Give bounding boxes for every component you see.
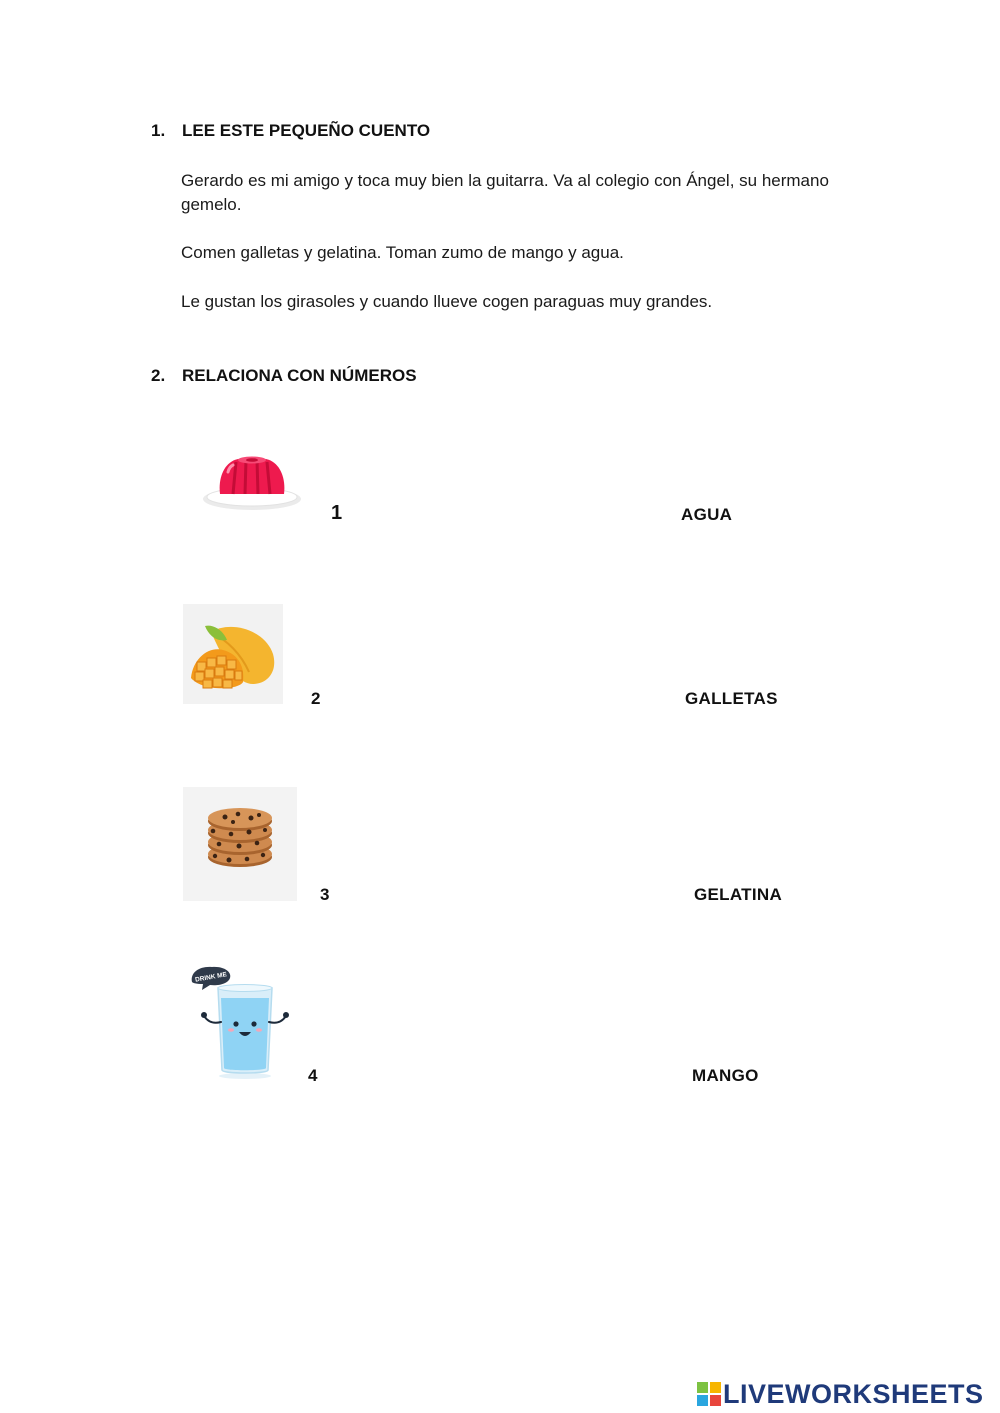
item-word: GALLETAS: [685, 689, 778, 708]
item-word: AGUA: [681, 505, 733, 524]
logo-badge-icon: [697, 1382, 721, 1406]
item-word: MANGO: [692, 1066, 759, 1085]
story-paragraph-3: Le gustan los girasoles y cuando llueve cogen paraguas muy grandes.: [181, 292, 713, 311]
logo-text: LIVEWORKSHEETS: [723, 1378, 984, 1409]
liveworksheets-logo: [697, 1378, 995, 1410]
section-1-title: LEE ESTE PEQUEÑO CUENTO: [182, 121, 431, 140]
section-1-number: 1.: [151, 121, 166, 140]
section-2-number: 2.: [151, 366, 166, 385]
section-2-heading: [151, 366, 651, 388]
item-number: 2: [311, 689, 321, 708]
item-number: 1: [331, 502, 343, 524]
gelatin-icon: [200, 452, 304, 514]
story-paragraph-1: Gerardo es mi amigo y toca muy bien la guitarra. Va al colegio con Ángel, su hermano gemelo.: [181, 171, 829, 214]
story-paragraph-2: Comen galletas y gelatina. Toman zumo de mango y agua.: [181, 243, 624, 262]
cookies-icon: [183, 787, 297, 901]
item-word: GELATINA: [694, 885, 783, 904]
item-number: 3: [320, 885, 330, 904]
water-glass-icon: [188, 964, 292, 1080]
mango-icon: [183, 604, 283, 704]
section-2-title: RELACIONA CON NÚMEROS: [182, 366, 417, 385]
drink-me-text: DRINK ME: [194, 971, 228, 984]
section-1-heading: [151, 121, 651, 143]
item-number: 4: [308, 1066, 318, 1085]
